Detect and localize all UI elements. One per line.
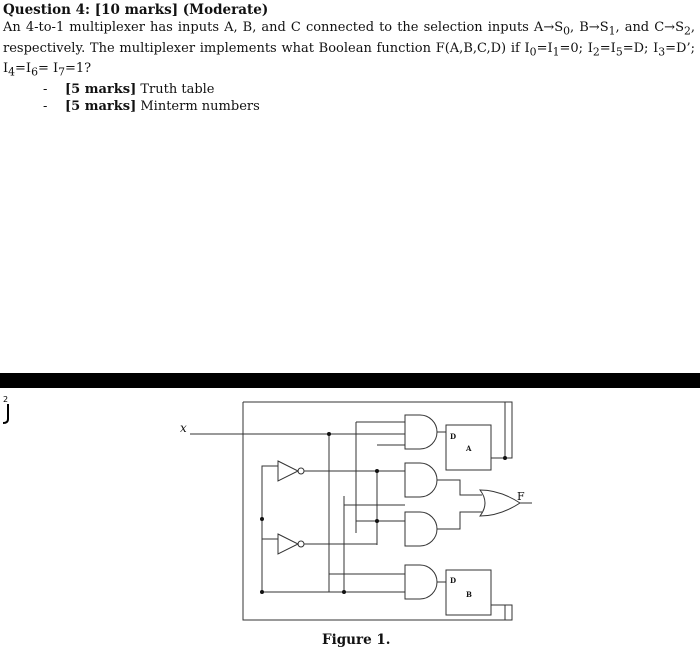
ff-a-d-label: D (450, 432, 457, 441)
junction-dot (260, 590, 264, 594)
figure-caption: Figure 1. (322, 632, 391, 648)
question-body: An 4-to-1 multiplexer has inputs A, B, and C connected to the selection inputs $A\to S_0$, $B\to S_1$, and $C\to S_2$, respectively. The multiplexer implements what Boolean function F(A,B,C,D) if $I_0=I_1=0$; $I_2=I_5=D$; $I_3=D$’; $I_4=I_6= I_7=1$? (3, 20, 695, 79)
ff-b-d-label: D (450, 576, 457, 585)
junction-dot (260, 517, 264, 521)
sequential-circuit-figure (160, 392, 540, 632)
ff-a-name-label: A (466, 444, 472, 453)
margin-bracket-mark (0, 394, 12, 424)
output-f-label: F (517, 490, 525, 503)
junction-dot (327, 432, 331, 436)
junction-dot (375, 519, 379, 523)
svg-text:2: 2 (3, 395, 9, 404)
black-divider-bar (0, 373, 700, 388)
question-part-minterms: - [5 marks] Minterm numbers (43, 98, 260, 114)
question-block (3, 2, 695, 115)
ff-b-name-label: B (466, 590, 472, 599)
junction-dot (503, 456, 507, 460)
question-parts-list (3, 81, 695, 115)
input-x-label: x (180, 421, 187, 435)
junction-dot (375, 469, 379, 473)
junction-dot (342, 590, 346, 594)
question-title: Question 4: [10 marks] (Moderate) (3, 2, 269, 18)
question-part-truth-table: - [5 marks] Truth table (43, 81, 215, 97)
